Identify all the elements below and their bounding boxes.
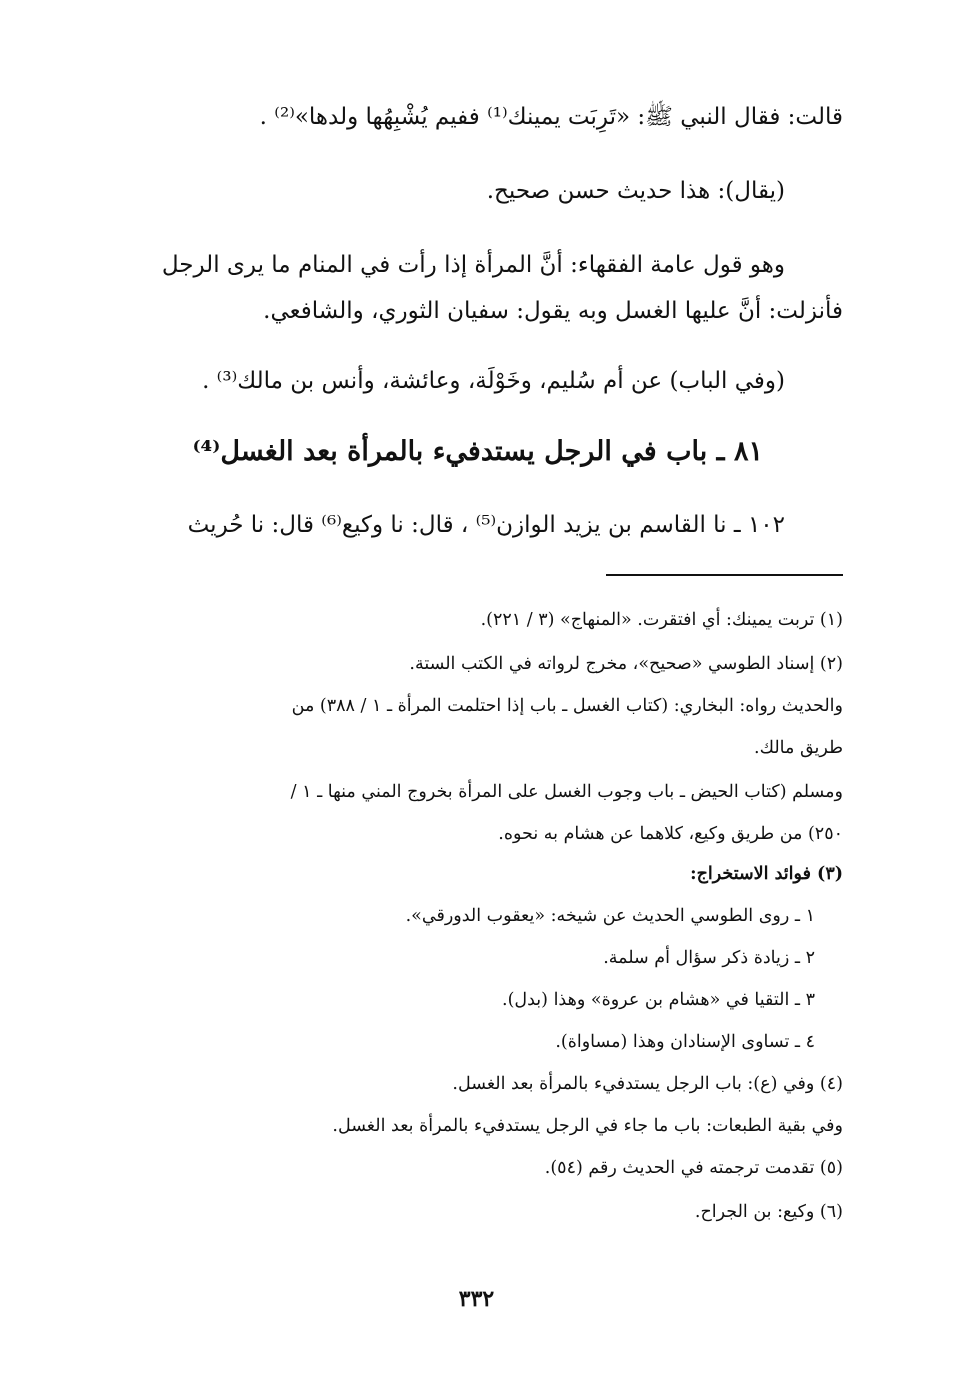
footnote-2-bukhari: والحديث رواه: البخاري: (كتاب الغسل ـ باب إذا احتلمت المرأة ـ ١ / ٣٨٨) من xyxy=(291,696,843,716)
footnote-2-muslim-cont: ٢٥٠) من طريق وكيع، كلاهما عن هشام به نحوه. xyxy=(498,824,843,844)
footnote-2-muslim: ومسلم (كتاب الحيض ـ باب وجوب الغسل على المرأة بخروج المني منها ـ ١ / xyxy=(290,782,843,802)
footnote-4: (٤) وفي (ع): باب الرجل يستدفيء بالمرأة بعد الغسل. xyxy=(452,1074,843,1094)
main-text-line-5: (وفي الباب) عن أم سُليم، وخَوْلَة، وعائشة، وأنس بن مالك⁽³⁾ . xyxy=(202,368,785,394)
hadith-line: ١٠٢ ـ نا القاسم بن يزيد الوازن⁽⁵⁾ ، قال: نا وكيع⁽⁶⁾ قال: نا حُريث xyxy=(187,512,785,538)
page-number: ٣٣٢ xyxy=(458,1286,495,1312)
chapter-heading: ٨١ ـ باب في الرجل يستدفيء بالمرأة بعد الغسل⁽⁴⁾ xyxy=(192,436,763,467)
footnote-3: (٣) فوائد الاستخراج: xyxy=(690,864,843,884)
footnote-6: (٦) وكيع: بن الجراح. xyxy=(694,1202,843,1222)
footnote-3-item-2: ٢ ـ زيادة ذكر سؤال أم سلمة. xyxy=(603,948,815,968)
footnote-2: (٢) إسناد الطوسي «صحيح»، مخرج لرواته في الكتب الستة. xyxy=(409,654,843,674)
footnote-2-bukhari-cont: طريق مالك. xyxy=(754,738,843,758)
footnote-3-item-3: ٣ ـ التقيا في «هشام بن عروة» وهذا (بدل). xyxy=(502,990,815,1010)
main-text-line-2: (يقال): هذا حديث حسن صحيح. xyxy=(486,178,785,204)
main-text-line-3: وهو قول عامة الفقهاء: أنَّ المرأة إذا رأت في المنام ما يرى الرجل xyxy=(161,252,785,278)
footnote-divider xyxy=(606,574,843,576)
footnote-4-cont: وفي بقية الطبعات: باب ما جاء في الرجل يستدفيء بالمرأة بعد الغسل. xyxy=(332,1116,843,1136)
footnote-3-item-4: ٤ ـ تساوى الإسنادان وهذا (مساواة). xyxy=(555,1032,815,1052)
main-text-line-1: قالت: فقال النبي ﷺ: «تَرِبَت يمينك⁽¹⁾ ففيم يُشْبِهُها ولدها»⁽²⁾ . xyxy=(259,104,843,130)
footnote-5: (٥) تقدمت ترجمته في الحديث رقم (٥٤). xyxy=(544,1158,843,1178)
footnote-1: (١) تربت يمينك: أي افتقرت. «المنهاج» (٣ / ٢٢١). xyxy=(480,610,843,630)
main-text-line-4: فأنزلت: أنَّ عليها الغسل وبه يقول: سفيان الثوري، والشافعي. xyxy=(263,298,843,324)
footnote-3-item-1: ١ ـ روى الطوسي الحديث عن شيخه: «يعقوب الدورقي». xyxy=(405,906,815,926)
